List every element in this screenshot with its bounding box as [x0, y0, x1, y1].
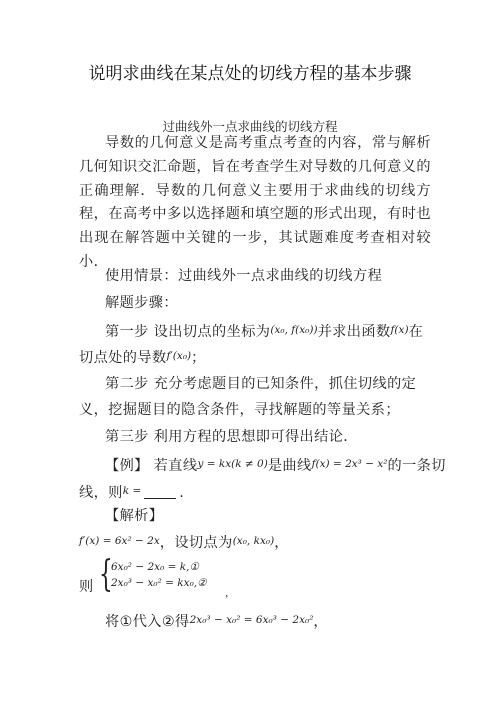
solution-text-b: ，: [274, 535, 289, 551]
step2-line1: 第二步 充分考虑题目的已知条件，抓住切线的定: [105, 376, 417, 392]
step2-line2: 义，挖掘题目的隐含条件，寻找解题的等量关系；: [79, 402, 400, 418]
k-formula: k =: [122, 485, 142, 497]
step1-text-c: 在: [408, 324, 424, 340]
tangent-point-formula: (x₀, f(x₀)): [270, 324, 318, 336]
function-formula: f(x): [390, 324, 409, 336]
curve-formula: f(x) = 2x³ − x²: [311, 458, 388, 470]
step1-line2: [79, 346, 439, 368]
solution-text-a: ，设切点为: [159, 535, 233, 551]
scenario-line: 使用情景：过曲线外一点求曲线的切线方程: [105, 268, 383, 284]
equation-1: 6x₀² − 2x₀ = k,①: [111, 561, 199, 573]
derivative-expression: f′(x) = 6x² − 2x: [79, 535, 160, 547]
system-suffix: ，: [225, 587, 236, 599]
example-line1: [79, 454, 465, 476]
step1-text-b: 并求出函数: [317, 324, 391, 340]
equation-2: 2x₀³ − x₀² = kx₀,②: [111, 577, 207, 589]
step3-line: 第三步 利用方程的思想即可得出结论．: [105, 429, 358, 445]
example-text-d: 线，则: [79, 485, 123, 501]
answer-blank: [144, 486, 176, 499]
step1-text-a: 第一步 设出切点的坐标为: [105, 324, 271, 340]
derivative-formula: f′(x₀): [166, 350, 192, 362]
example-text-b: 是曲线: [267, 458, 312, 474]
section-subtitle: 过曲线外一点求曲线的切线方程: [162, 119, 338, 134]
left-brace-glyph: {: [99, 554, 113, 595]
system-prefix: 则: [79, 579, 94, 595]
document-title: 说明求曲线在某点处的切线方程的基本步骤: [88, 64, 412, 84]
example-line2: [79, 481, 439, 503]
equation-system: [79, 555, 379, 599]
steps-heading: 解题步骤：: [105, 295, 178, 311]
step1-text-e: ；: [191, 350, 206, 366]
intro-paragraph: 导数的几何意义是高考重点考查的内容，常与解析几何知识交汇命题，旨在考查学生对导数的几何意义的正确理解．导数的几何意义主要用于求曲线的切线方程，在高考中多以选择题和填空题的形式出现，有时也出现在解答题中关键的一步，其试题难度考查相对较小．: [79, 135, 431, 270]
step1-line1: [79, 320, 465, 342]
example-text-e: .: [179, 485, 185, 501]
tangent-point-expression: (x₀, kx₀): [232, 535, 275, 547]
substitution-text-b: ，: [313, 614, 329, 630]
substitution-text-a: 将①代入②得: [105, 614, 190, 630]
substitution-formula: 2x₀³ − x₀² = 6x₀³ − 2x₀²: [189, 614, 314, 626]
example-text-c: 的一条切: [387, 458, 446, 474]
line-formula: y = kx(k ≠ 0): [197, 458, 268, 470]
example-text-a: 【例】 若直线: [105, 458, 198, 474]
step1-text-d: 切点处的导数: [79, 350, 167, 366]
solution-line1: [79, 531, 439, 553]
substitution-line: [79, 610, 465, 632]
solution-heading: 【解析】: [105, 508, 164, 524]
